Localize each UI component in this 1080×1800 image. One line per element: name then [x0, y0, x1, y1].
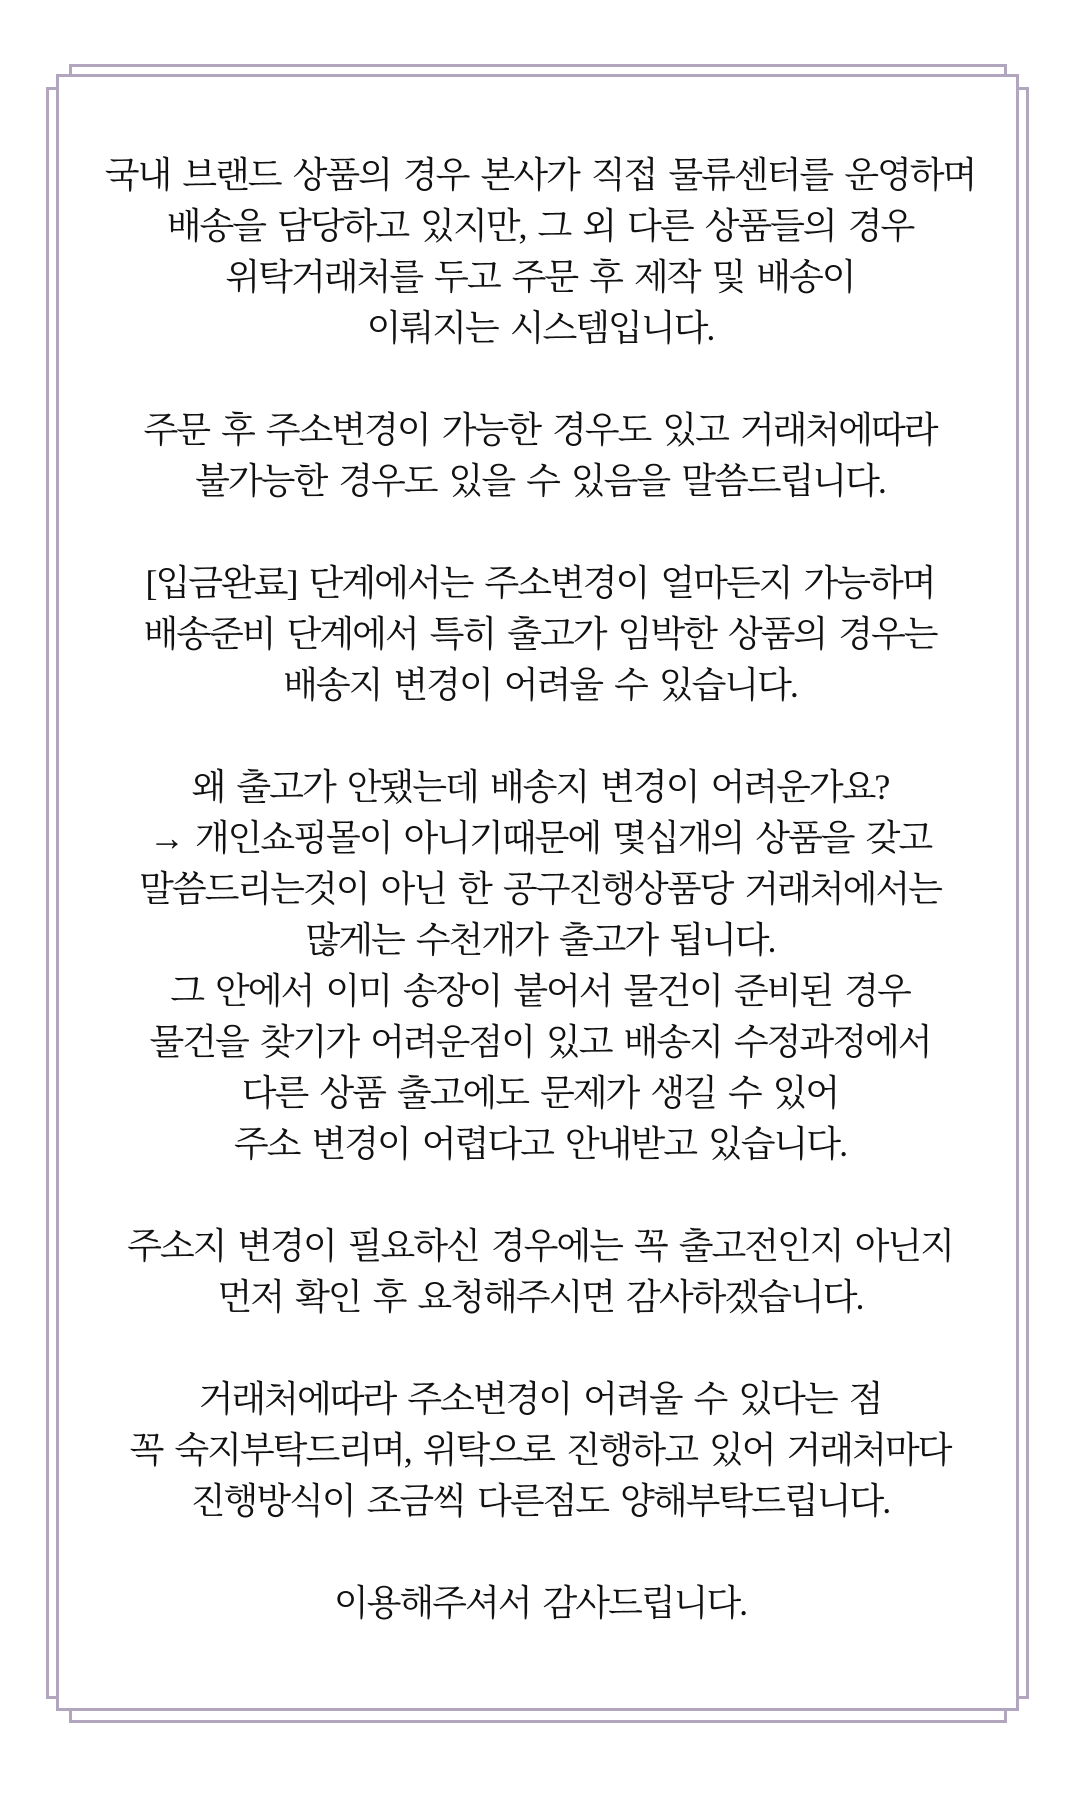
notice-line: 많게는 수천개가 출고가 됩니다. [305, 920, 775, 960]
notice-paragraph [0, 1221, 1080, 1323]
notice-line: 왜 출고가 안됐는데 배송지 변경이 어려운가요? [191, 767, 889, 807]
notice-line: 꼭 숙지부탁드리며, 위탁으로 진행하고 있어 거래처마다 [129, 1430, 951, 1470]
notice-line: 말씀드리는것이 아닌 한 공구진행상품당 거래처에서는 [139, 869, 941, 909]
notice-line: 국내 브랜드 상품의 경우 본사가 직접 물류센터를 운영하며 [104, 155, 976, 195]
notice-line: 배송준비 단계에서 특히 출고가 임박한 상품의 경우는 [143, 614, 937, 654]
notice-line: [입금완료] 단계에서는 주소변경이 얼마든지 가능하며 [145, 563, 935, 603]
notice-line: 이뤄지는 시스템입니다. [366, 308, 714, 348]
notice-line: 주소 변경이 어렵다고 안내받고 있습니다. [233, 1124, 847, 1164]
notice-line: 다른 상품 출고에도 문제가 생길 수 있어 [241, 1073, 839, 1113]
notice-line: 먼저 확인 후 요청해주시면 감사하겠습니다. [217, 1277, 863, 1317]
notice-line: 주소지 변경이 필요하신 경우에는 꼭 출고전인지 아닌지 [127, 1226, 953, 1266]
notice-line: 배송지 변경이 어려울 수 있습니다. [283, 665, 797, 705]
notice-line: 진행방식이 조금씩 다른점도 양해부탁드립니다. [190, 1481, 890, 1521]
notice-paragraph [0, 1374, 1080, 1527]
notice-line: 위탁거래처를 두고 주문 후 제작 및 배송이 [225, 257, 855, 297]
notice-paragraph [0, 150, 1080, 354]
notice-text [0, 150, 1080, 1629]
notice-line: 물건을 찾기가 어려운점이 있고 배송지 수정과정에서 [149, 1022, 931, 1062]
notice-line: 주문 후 주소변경이 가능한 경우도 있고 거래처에따라 [143, 410, 937, 450]
notice-paragraph [0, 762, 1080, 1170]
notice-line: 불가능한 경우도 있을 수 있음을 말씀드립니다. [195, 461, 885, 501]
notice-line: 배송을 담당하고 있지만, 그 외 다른 상품들의 경우 [166, 206, 914, 246]
notice-paragraph [0, 405, 1080, 507]
notice-paragraph [0, 558, 1080, 711]
notice-line: 그 안에서 이미 송장이 붙어서 물건이 준비된 경우 [170, 971, 910, 1011]
notice-line: 이용해주셔서 감사드립니다. [333, 1583, 747, 1623]
notice-line: → 개인쇼핑몰이 아니기때문에 몇십개의 상품을 갖고 [148, 818, 932, 858]
notice-paragraph [0, 1578, 1080, 1629]
notice-line: 거래처에따라 주소변경이 어려울 수 있다는 점 [198, 1379, 882, 1419]
